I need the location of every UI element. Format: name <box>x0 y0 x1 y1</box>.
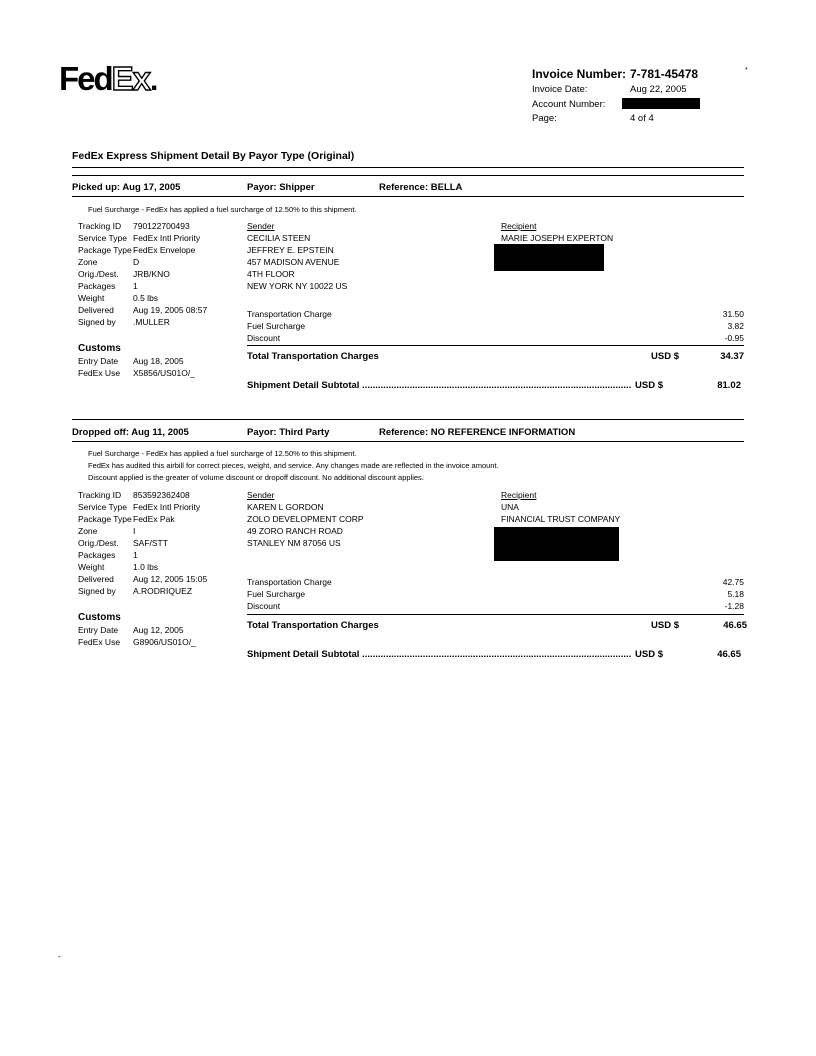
sender-line: KAREN L GORDON <box>247 502 324 512</box>
subtotal-currency: USD $ <box>635 649 663 660</box>
sender-line: 49 ZORO RANCH ROAD <box>247 526 343 536</box>
sender-line: STANLEY NM 87056 US <box>247 538 341 548</box>
logo-fed: Fed <box>59 60 112 97</box>
charge-amount: 3.82 <box>727 321 744 331</box>
detail-label-package-type: Package Type <box>78 245 132 255</box>
charge-label: Transportation Charge <box>247 309 332 319</box>
detail-value-orig-dest: SAF/STT <box>133 538 168 548</box>
customs-heading: Customs <box>78 612 121 623</box>
section-divider <box>72 419 744 420</box>
shipment-pickup: Picked up: Aug 17, 2005 <box>72 182 181 193</box>
sender-line: ZOLO DEVELOPMENT CORP <box>247 514 364 524</box>
sender-line: JEFFREY E. EPSTEIN <box>247 245 334 255</box>
charge-amount: -0.95 <box>724 333 744 343</box>
customs-label-fedex-use: FedEx Use <box>78 368 121 378</box>
detail-label-signed-by: Signed by <box>78 586 116 596</box>
charge-amount: 31.50 <box>722 309 744 319</box>
logo-dot: . <box>150 64 157 97</box>
page-title: FedEx Express Shipment Detail By Payor Type (Original) <box>72 150 355 162</box>
detail-value-signed-by: A.RODRIQUEZ <box>133 586 193 596</box>
detail-value-service-type: FedEx Intl Priority <box>133 233 201 243</box>
detail-label-orig-dest: Orig./Dest. <box>78 269 119 279</box>
shipment-header-divider <box>72 196 744 197</box>
sender-heading: Sender <box>247 490 275 500</box>
total-charges-currency: USD $ <box>651 620 679 631</box>
fedex-logo <box>59 60 156 98</box>
customs-label-entry-date: Entry Date <box>78 356 119 366</box>
customs-value-fedex-use: X5856/US01O/_ <box>133 368 195 378</box>
sender-line: CECILIA STEEN <box>247 233 311 243</box>
detail-value-packages: 1 <box>133 550 138 560</box>
total-charges-amount: 34.37 <box>720 351 744 362</box>
invoice-number: 7-781-45478 <box>630 67 699 81</box>
detail-value-delivered: Aug 19, 2005 08:57 <box>133 305 208 315</box>
sender-heading: Sender <box>247 221 275 231</box>
shipment-note: Fuel Surcharge - FedEx has applied a fuel surcharge of 12.50% to this shipment. <box>88 205 357 214</box>
detail-label-tracking-id: Tracking ID <box>78 490 122 500</box>
customs-value-entry-date: Aug 18, 2005 <box>133 356 184 366</box>
shipment-payor: Payor: Third Party <box>247 427 330 438</box>
total-charges-currency: USD $ <box>651 351 679 362</box>
logo-ex: Ex <box>111 60 151 97</box>
detail-value-tracking-id: 853592362408 <box>133 490 190 500</box>
account-number-label: Account Number: <box>532 99 606 110</box>
page-value: 4 of 4 <box>630 113 654 124</box>
detail-label-weight: Weight <box>78 562 105 572</box>
detail-label-zone: Zone <box>78 257 98 267</box>
detail-label-package-type: Package Type <box>78 514 132 524</box>
charges-divider <box>247 345 744 346</box>
customs-label-entry-date: Entry Date <box>78 625 119 635</box>
sender-line: NEW YORK NY 10022 US <box>247 281 348 291</box>
detail-label-tracking-id: Tracking ID <box>78 221 122 231</box>
recipient-heading: Recipient <box>501 221 537 231</box>
sender-line: 457 MADISON AVENUE <box>247 257 340 267</box>
customs-value-fedex-use: G8906/US01O/_ <box>133 637 196 647</box>
recipient-line: UNA <box>501 502 519 512</box>
shipment-note: FedEx has audited this airbill for correct pieces, weight, and service. Any changes made are reflected in the invoice amount. <box>88 461 499 470</box>
detail-value-orig-dest: JRB/KNO <box>133 269 170 279</box>
charge-amount: -1.28 <box>724 601 744 611</box>
shipment-header-divider <box>72 441 744 442</box>
title-divider-top <box>72 167 744 168</box>
detail-value-delivered: Aug 12, 2005 15:05 <box>133 574 208 584</box>
detail-label-weight: Weight <box>78 293 105 303</box>
charge-label: Fuel Surcharge <box>247 589 306 599</box>
recipient-address-redaction <box>494 527 619 561</box>
invoice-date-label: Invoice Date: <box>532 84 588 95</box>
detail-label-service-type: Service Type <box>78 233 127 243</box>
detail-label-zone: Zone <box>78 526 98 536</box>
footer-mark: - <box>58 952 61 961</box>
charges-divider <box>247 614 744 615</box>
detail-value-package-type: FedEx Envelope <box>133 245 196 255</box>
detail-label-orig-dest: Orig./Dest. <box>78 538 119 548</box>
customs-value-entry-date: Aug 12, 2005 <box>133 625 184 635</box>
subtotal-currency: USD $ <box>635 380 663 391</box>
detail-value-weight: 1.0 lbs <box>133 562 159 572</box>
shipment-note: Discount applied is the greater of volume discount or dropoff discount. No additional discount applies. <box>88 473 424 482</box>
detail-label-delivered: Delivered <box>78 305 114 315</box>
detail-label-packages: Packages <box>78 281 116 291</box>
detail-value-packages: 1 <box>133 281 138 291</box>
detail-label-packages: Packages <box>78 550 116 560</box>
invoice-date: Aug 22, 2005 <box>630 84 687 95</box>
detail-value-package-type: FedEx Pak <box>133 514 175 524</box>
customs-label-fedex-use: FedEx Use <box>78 637 121 647</box>
charge-label: Transportation Charge <box>247 577 332 587</box>
detail-value-tracking-id: 790122700493 <box>133 221 190 231</box>
recipient-line: FINANCIAL TRUST COMPANY <box>501 514 621 524</box>
corner-mark: * <box>745 67 748 74</box>
subtotal-label: Shipment Detail Subtotal ...................................................................................................... <box>247 649 632 660</box>
charge-amount: 5.18 <box>727 589 744 599</box>
invoice-number-label: Invoice Number: <box>532 67 627 81</box>
detail-label-signed-by: Signed by <box>78 317 116 327</box>
detail-value-zone: D <box>133 257 140 267</box>
subtotal-amount: 46.65 <box>717 649 741 660</box>
charge-amount: 42.75 <box>722 577 744 587</box>
total-charges-label: Total Transportation Charges <box>247 620 379 631</box>
subtotal-label: Shipment Detail Subtotal ...................................................................................................... <box>247 380 632 391</box>
detail-label-service-type: Service Type <box>78 502 127 512</box>
shipment-reference: Reference: NO REFERENCE INFORMATION <box>379 427 576 438</box>
total-charges-label: Total Transportation Charges <box>247 351 379 362</box>
shipment-reference: Reference: BELLA <box>379 182 463 193</box>
charge-label: Discount <box>247 333 281 343</box>
detail-value-signed-by: .MULLER <box>133 317 170 327</box>
shipment-note: Fuel Surcharge - FedEx has applied a fuel surcharge of 12.50% to this shipment. <box>88 449 357 458</box>
title-divider-bottom <box>72 175 744 176</box>
subtotal-amount: 81.02 <box>717 380 741 391</box>
charge-label: Discount <box>247 601 281 611</box>
total-charges-amount: 46.65 <box>723 620 747 631</box>
page-label: Page: <box>532 113 557 124</box>
shipment-payor: Payor: Shipper <box>247 182 315 193</box>
customs-heading: Customs <box>78 343 121 354</box>
detail-value-zone: I <box>133 526 136 536</box>
detail-value-weight: 0.5 lbs <box>133 293 159 303</box>
recipient-heading: Recipient <box>501 490 537 500</box>
detail-label-delivered: Delivered <box>78 574 114 584</box>
shipment-pickup: Dropped off: Aug 11, 2005 <box>72 427 189 438</box>
detail-value-service-type: FedEx Intl Priority <box>133 502 201 512</box>
recipient-line: MARIE JOSEPH EXPERTON <box>501 233 614 243</box>
recipient-address-redaction <box>494 244 604 271</box>
sender-line: 4TH FLOOR <box>247 269 295 279</box>
charge-label: Fuel Surcharge <box>247 321 306 331</box>
account-number-redaction <box>622 98 700 109</box>
